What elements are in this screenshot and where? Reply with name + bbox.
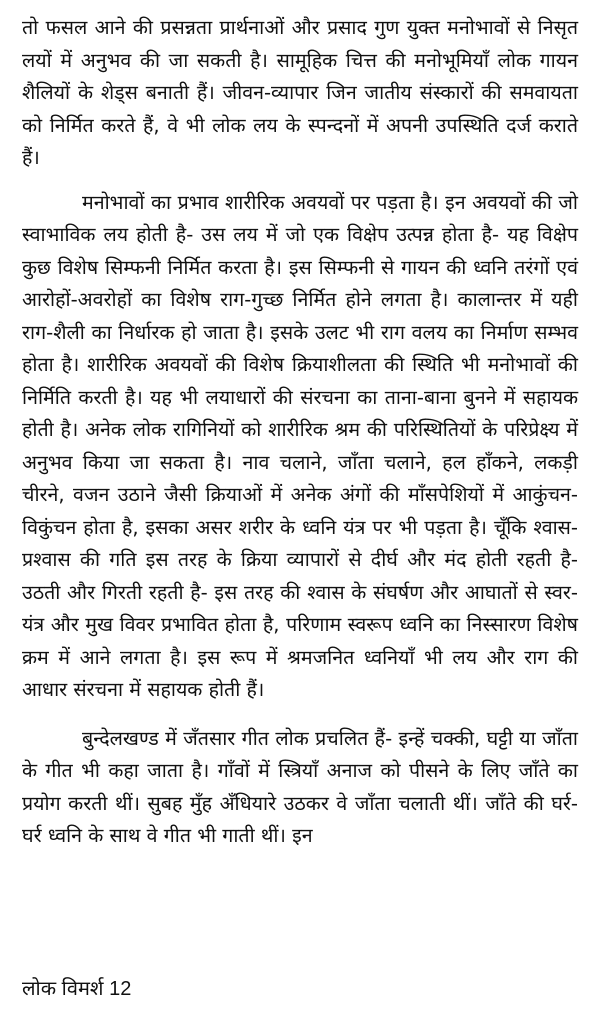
- paragraph-2: मनोभावों का प्रभाव शारीरिक अवयवों पर पड़ता है। इन अवयवों की जो स्वाभाविक लय होती है- उस लय में जो एक विक्षेप उत्पन्न होता है- यह विक्षेप कुछ विशेष सिम्फनी निर्मित करता है। इस सिम्फनी से गायन की ध्वनि तरंगों एवं आरोहों-अवरोहों का विशेष राग-गुच्छ निर्मित होने लगता है। कालान्तर में यही राग-शैली का निर्धारक हो जाता है। इसके उलट भी राग वलय का निर्माण सम्भव होता है। शारीरिक अवयवों की विशेष क्रियाशीलता की स्थिति भी मनोभावों की निर्मिति करती है। यह भी लयाधारों की संरचना का ताना-बाना बुनने में सहायक होती है। अनेक लोक रागिनियों को शारीरिक श्रम की परिस्थितियों के परिप्रेक्ष्य में अनुभव किया जा सकता है। नाव चलाने, जाँता चलाने, हल हाँकने, लकड़ी चीरने, वजन उठाने जैसी क्रियाओं में अनेक अंगों की माँसपेशियों में आकुंचन-विकुंचन होता है, इसका असर शरीर के ध्वनि यंत्र पर भी पड़ता है। चूँकि श्वास-प्रश्वास की गति इस तरह के क्रिया व्यापारों से दीर्घ और मंद होती रहती है- उठती और गिरती रहती है- इस तरह की श्वास के संघर्षण और आघातों से स्वर-यंत्र और मुख विवर प्रभावित होता है, परिणाम स्वरूप ध्वनि का निस्सारण विशेष क्रम में आने लगता है। इस रूप में श्रमजनित ध्वनियाँ भी लय और राग की आधार संरचना में सहायक होती हैं।: [22, 190, 578, 701]
- paragraph-1: तो फसल आने की प्रसन्नता प्रार्थनाओं और प्रसाद गुण युक्त मनोभावों से निसृत लयों में अनुभव की जा सकती है। सामूहिक चित्त की मनोभूमियाँ लोक गायन शैलियों के शेड्स बनाती हैं। जीवन-व्यापार जिन जातीय संस्कारों की समवायता को निर्मित करते हैं, वे भी लोक लय के स्पन्दनों में अपनी उपस्थिति दर्ज कराते हैं।: [22, 16, 578, 169]
- paragraph-3: बुन्देलखण्ड में जँतसार गीत लोक प्रचलित हैं- इन्हें चक्की, घट्टी या जाँता के गीत भी कहा जाता है। गाँवों में स्त्रियाँ अनाज को पीसने के लिए जाँते का प्रयोग करती थीं। सुबह मुँह अँधियारे उठकर वे जाँता चलाती थीं। जाँते की घर्र-घर्र ध्वनि के साथ वे गीत भी गाती थीं। इन: [22, 726, 578, 847]
- page-body: [22, 12, 578, 853]
- page-footer: लोक विमर्श 12: [22, 978, 132, 1000]
